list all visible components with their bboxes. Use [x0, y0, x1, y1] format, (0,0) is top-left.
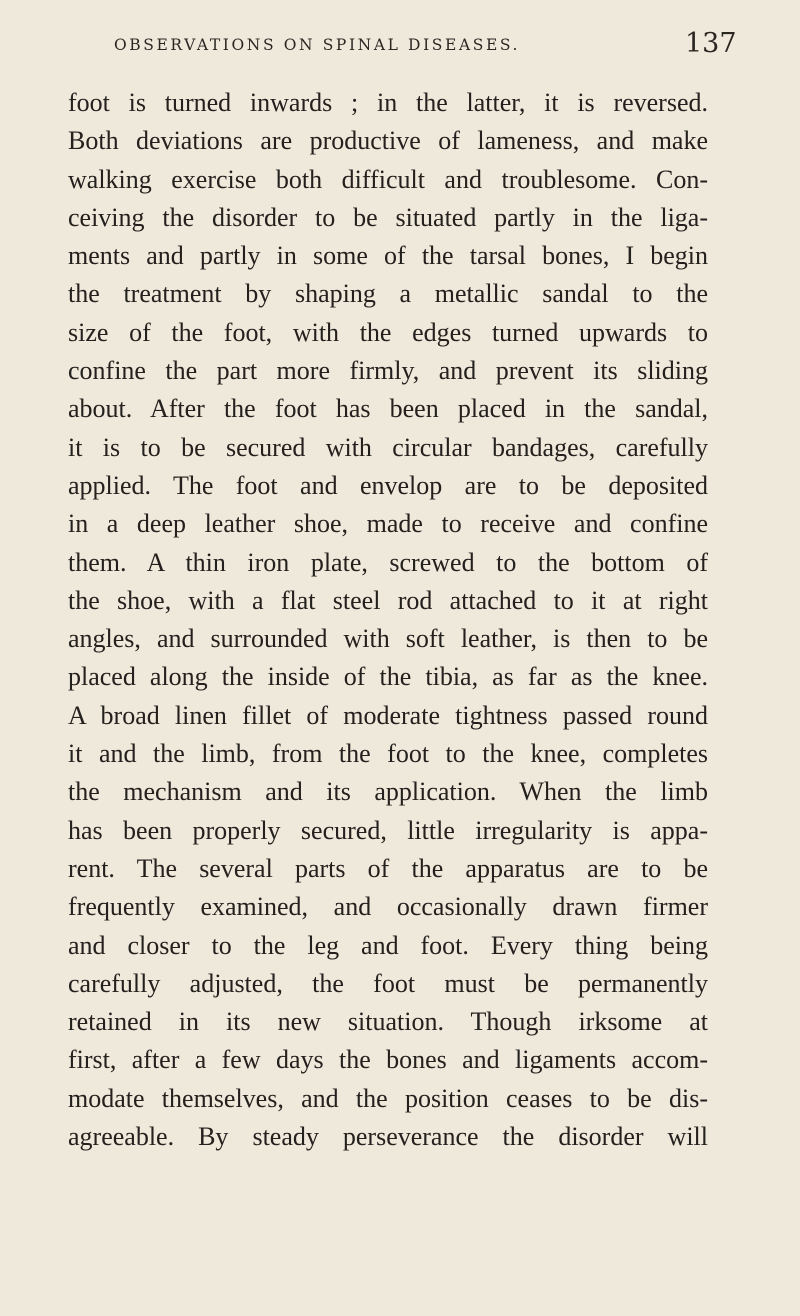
- text-line: A broad linen fillet of moderate tightness passed round: [68, 700, 708, 730]
- text-line: modate themselves, and the position ceases to be dis-: [68, 1083, 708, 1113]
- text-line: frequently examined, and occasionally drawn firmer: [68, 892, 708, 922]
- text-line: the treatment by shaping a metallic sandal to the: [68, 279, 708, 309]
- text-line: the mechanism and its application. When the limb: [68, 777, 708, 807]
- text-line: it is to be secured with circular bandages, carefully: [68, 432, 708, 462]
- running-head: [60, 28, 750, 68]
- text-line: size of the foot, with the edges turned upwards to: [68, 317, 708, 347]
- text-line: angles, and surrounded with soft leather, is then to be: [68, 624, 708, 654]
- body-text: [68, 84, 708, 1156]
- text-line: them. A thin iron plate, screwed to the bottom of: [68, 547, 708, 577]
- running-title: OBSERVATIONS ON SPINAL DISEASES.: [114, 36, 521, 54]
- text-line: in a deep leather shoe, made to receive and confine: [68, 509, 708, 539]
- text-line: Both deviations are productive of lameness, and make: [68, 126, 708, 156]
- text-line: confine the part more firmly, and prevent its sliding: [68, 356, 708, 386]
- page-number: 137: [685, 28, 737, 59]
- text-line: ceiving the disorder to be situated partly in the liga-: [68, 202, 708, 232]
- text-line: first, after a few days the bones and ligaments accom-: [68, 1045, 708, 1075]
- text-line: carefully adjusted, the foot must be permanently: [68, 968, 708, 998]
- text-line: about. After the foot has been placed in the sandal,: [68, 394, 708, 424]
- text-line: applied. The foot and envelop are to be deposited: [68, 470, 708, 500]
- text-line: and closer to the leg and foot. Every thing being: [68, 930, 708, 960]
- text-line: placed along the inside of the tibia, as far as the knee.: [68, 662, 708, 692]
- text-line: agreeable. By steady perseverance the disorder will: [68, 1122, 708, 1152]
- text-line: ments and partly in some of the tarsal bones, I begin: [68, 241, 708, 271]
- text-line: it and the limb, from the foot to the knee, completes: [68, 739, 708, 769]
- text-line: foot is turned inwards ; in the latter, it is reversed.: [68, 88, 708, 117]
- text-line: rent. The several parts of the apparatus are to be: [68, 853, 708, 883]
- text-line: has been properly secured, little irregularity is appa-: [68, 815, 708, 845]
- text-line: retained in its new situation. Though irksome at: [68, 1007, 708, 1037]
- text-line: walking exercise both difficult and troublesome. Con-: [68, 164, 708, 194]
- text-line: the shoe, with a flat steel rod attached to it at right: [68, 585, 708, 615]
